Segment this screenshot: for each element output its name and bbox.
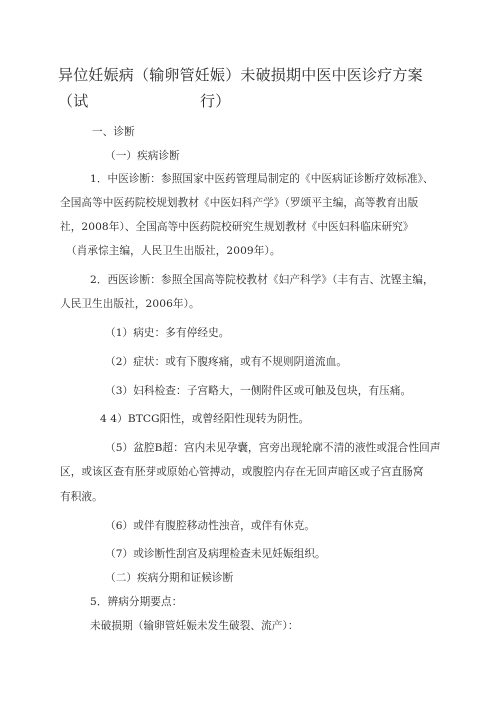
list-item: （5）盆腔B超：宫内未见孕囊，宫旁出现轮廓不清的液性或混合性回声	[105, 442, 441, 454]
paragraph-line: 全国高等中医药院校规划教材《中医妇科产学》（罗颂平主编，高等教育出版	[60, 197, 419, 209]
document-title-line-1: 异位妊娠病（输卵管妊娠）未破损期中医中医诊疗方案（试	[58, 66, 423, 110]
paragraph-line: 区，或该区查有胚芽或原始心管搏动，或腹腔内存在无回声暗区或子宫直肠窝	[60, 466, 424, 478]
section-heading: 一、诊断	[92, 126, 135, 138]
paragraph-line: 5．辨病分期要点：	[90, 596, 183, 608]
list-item: （1）病史：多有停经史。	[105, 327, 230, 339]
list-item: （2）症状：或有下腹疼痛，或有不规则阴道流血。	[105, 356, 348, 368]
subsection-heading: （二）疾病分期和证候诊断	[105, 572, 234, 584]
list-item: （6）或伴有腹腔移动性浊音，或伴有休克。	[105, 520, 316, 532]
list-item: （7）或诊断性刮宫及病理检查未见妊娠组织。	[105, 548, 326, 560]
paragraph-line: 社，2008年）、全国高等中医药院校研究生规划教材《中医妇科临床研究》	[60, 221, 414, 233]
paragraph-line: 未破损期（输卵管妊娠未发生破裂、流产）：	[90, 620, 299, 632]
paragraph-line: 2．西医诊断：参照全国高等院校教材《妇产科学》（丰有吉、沈铿主编，	[90, 274, 434, 286]
document-title-line-2: 行）	[200, 92, 231, 110]
paragraph-line: 有积液。	[60, 491, 103, 503]
list-item: 4 4）BTCG阳性，或曾经阳性现转为阴性。	[100, 413, 310, 425]
list-item: （3）妇科检查：子宫略大，一侧附件区或可触及包块，有压痛。	[105, 385, 412, 397]
paragraph-line: （肖承悰主编，人民卫生出版社，2009年）。	[66, 245, 281, 257]
subsection-heading: （一）疾病诊断	[105, 150, 180, 162]
paragraph-line: 1．中医诊断：参照国家中医药管理局制定的《中医病证诊断疗效标准》、	[90, 173, 434, 185]
paragraph-line: 人民卫生出版社，2006年）。	[60, 298, 200, 310]
